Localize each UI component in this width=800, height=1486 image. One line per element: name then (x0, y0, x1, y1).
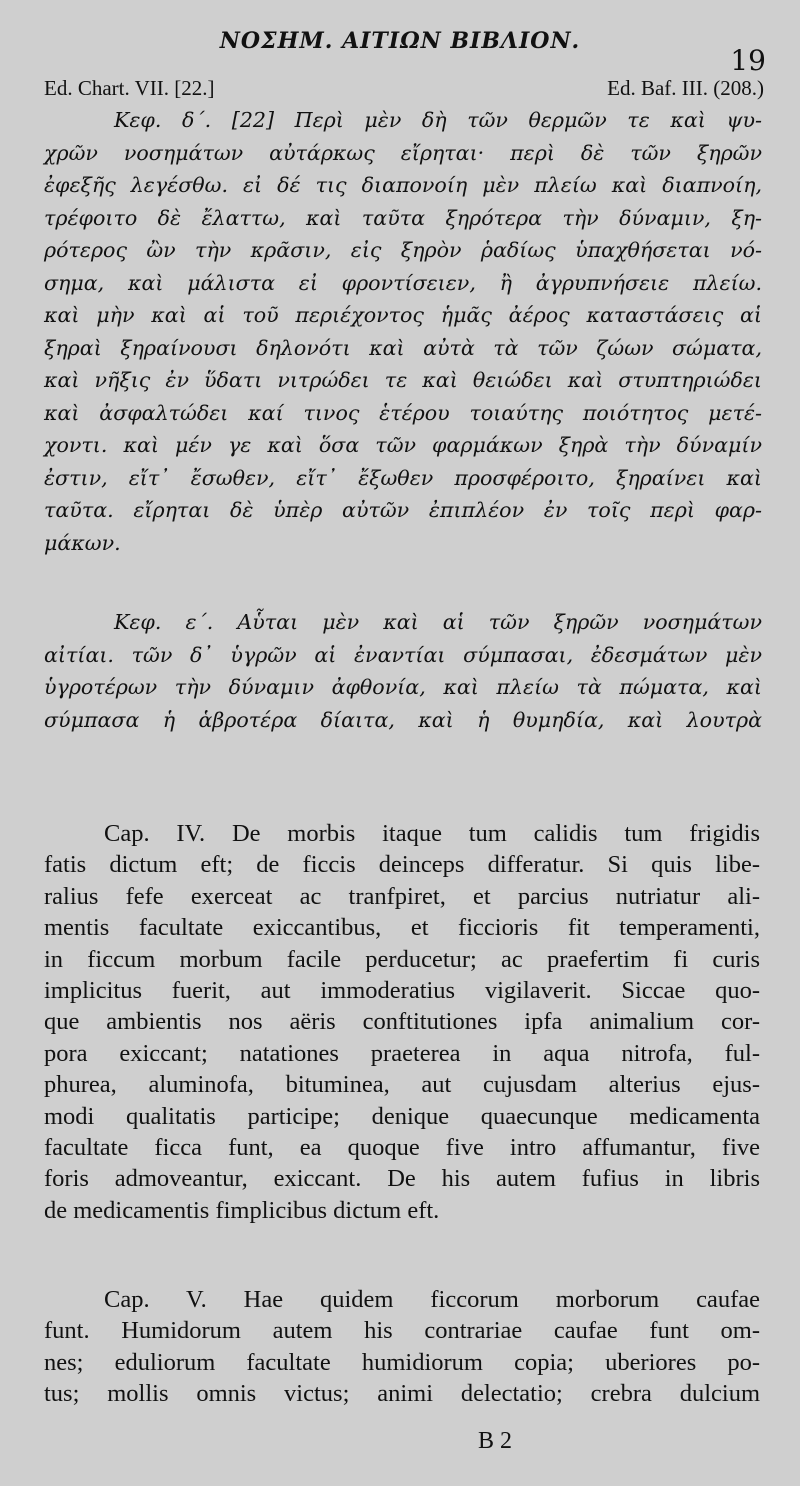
greek-line: καὶ νῆξις ἐν ὕδατι νιτρώδει τε καὶ θειώδει καὶ στυπτηριώδει (44, 368, 762, 392)
greek-line: ἐφεξῆς λεγέσθω. εἰ δέ τις διαπονοίη μὲν πλείω καὶ διαπνοίη, (44, 173, 762, 197)
latin-chapter-5 (44, 1284, 760, 1410)
greek-line: Κεφ. ε΄. Αὗται μὲν καὶ αἱ τῶν ξηρῶν νοσημάτων (114, 610, 762, 634)
greek-line: σημα, καὶ μάλιστα εἰ φροντίσειεν, ἢ ἀγρυπνήσειε πλείω. (44, 270, 762, 295)
latin-line: Cap. V. Hae quidem ficcorum morborum caufae (104, 1286, 760, 1313)
latin-line: implicitus fuerit, aut immoderatius vigilaverit. Siccae quo- (44, 976, 760, 1004)
latin-line: facultate ficca funt, ea quoque five intro affumantur, five (44, 1133, 760, 1161)
latin-line: funt. Humidorum autem his contrariae caufae funt om- (44, 1317, 760, 1345)
greek-line: ρότερος ὢν τὴν κρᾶσιν, εἰς ξηρὸν ῥαδίως ὑπαχθήσεται νό- (44, 238, 762, 262)
edition-reference-left: Ed. Chart. VII. [22.] (44, 76, 215, 100)
greek-line: χοντι. καὶ μέν γε καὶ ὅσα τῶν φαρμάκων ξηρὰ τὴν δύναμίν (44, 433, 762, 457)
greek-line: ἐστιν, εἴτ᾽ ἔσωθεν, εἴτ᾽ ἔξωθεν προσφέροιτο, ξηραίνει καὶ (44, 465, 762, 490)
latin-line: ralius fefe exerceat ac tranfpiret, et parcius nutriatur ali- (44, 882, 760, 910)
greek-line: ταῦτα. εἴρηται δὲ ὑπὲρ αὐτῶν ἐπιπλέον ἐν τοῖς περὶ φαρ- (44, 498, 762, 522)
greek-line: Κεφ. δ΄. [22] Περὶ μὲν δὴ τῶν θερμῶν τε καὶ ψυ- (114, 108, 762, 132)
edition-reference-right: Ed. Baf. III. (208.) (607, 76, 764, 100)
signature-mark: B 2 (478, 1428, 513, 1454)
greek-line: αἰτίαι. τῶν δ᾽ ὑγρῶν αἱ ἐναντίαι σύμπασαι, ἐδεσμάτων μὲν (44, 642, 762, 667)
latin-line: que ambientis nos aëris conftitutiones ipfa animalium cor- (44, 1008, 760, 1036)
greek-line: καὶ μὴν καὶ αἱ τοῦ περιέχοντος ἡμᾶς ἀέρος καταστάσεις αἱ (44, 303, 762, 327)
latin-chapter-4 (44, 818, 760, 1226)
greek-line: μάκων. (44, 530, 121, 555)
latin-line: pora exiccant; natationes praeterea in aqua nitrofa, ful- (44, 1039, 760, 1067)
latin-line: foris admoveantur, exiccant. De his autem fufius in libris (44, 1165, 760, 1193)
greek-line: ξηραὶ ξηραίνουσι δηλονότι καὶ αὐτὰ τὰ τῶν ζώων σώματα, (44, 335, 762, 360)
latin-line: fatis dictum eft; de ficcis deinceps differatur. Si quis libe- (44, 851, 760, 879)
greek-line: καὶ ἀσφαλτώδει καί τινος ἑτέρου τοιαύτης ποιότητος μετέ- (44, 400, 762, 425)
latin-line: de medicamentis fimplicibus dictum eft. (44, 1196, 440, 1224)
greek-line: ὑγροτέρων τὴν δύναμιν ἀφθονία, καὶ πλείω τὰ πώματα, καὶ (44, 675, 762, 699)
latin-line: tus; mollis omnis victus; animi delectatio; crebra dulcium (44, 1380, 760, 1408)
latin-line: in ficcum morbum facile perducetur; ac praefertim fi curis (44, 945, 760, 973)
running-title: ΝΟΣΗΜ. ΑΙΤΙΩΝ ΒΙΒΛΙΟΝ. (219, 28, 581, 54)
latin-line: phurea, aluminofa, bituminea, aut cujusdam alterius ejus- (44, 1071, 760, 1099)
latin-line: modi qualitatis participe; denique quaecunque medicamenta (44, 1102, 760, 1130)
latin-line: mentis facultate exiccantibus, et ficcioris fit temperamenti, (44, 914, 760, 942)
greek-line: χρῶν νοσημάτων αὐτάρκως εἴρηται· περὶ δὲ τῶν ξηρῶν (44, 140, 762, 165)
greek-line: σύμπασα ἡ ἁβροτέρα δίαιτα, καὶ ἡ θυμηδία, καὶ λουτρὰ (44, 707, 762, 732)
latin-line: nes; eduliorum facultate humidiorum copia; uberiores po- (44, 1348, 760, 1376)
page-number: 19 (730, 44, 766, 77)
latin-line: Cap. IV. De morbis itaque tum calidis tum frigidis (104, 820, 760, 847)
greek-line: τρέφοιτο δὲ ἔλαττω, καὶ ταῦτα ξηρότερα τὴν δύναμιν, ξη- (44, 205, 762, 230)
greek-chapter-4 (44, 104, 762, 559)
greek-chapter-5 (44, 606, 762, 736)
